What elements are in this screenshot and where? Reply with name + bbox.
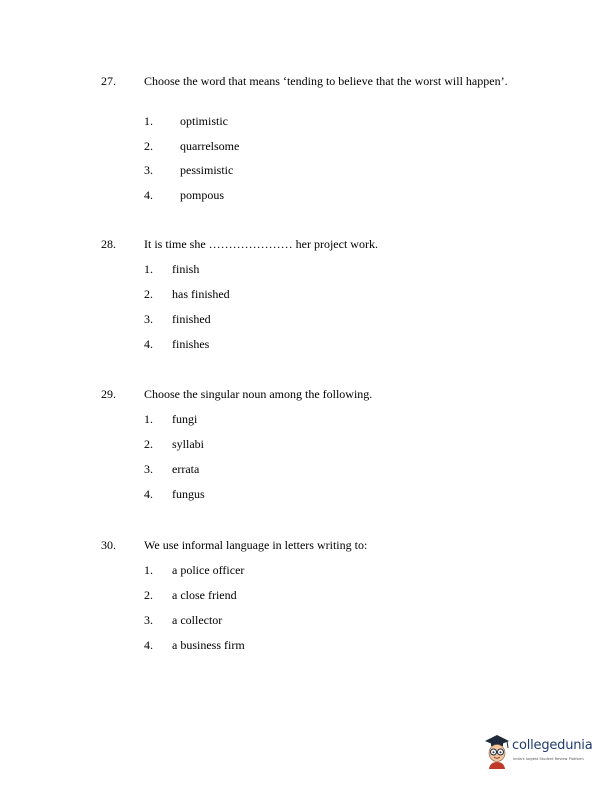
option-text: quarrelsome xyxy=(180,139,240,153)
option-number: 2. xyxy=(144,437,153,451)
option-text: a collector xyxy=(172,613,223,627)
option-number: 1. xyxy=(144,563,153,577)
option-number: 3. xyxy=(144,312,153,326)
question-number: 27. xyxy=(101,74,116,88)
logo-wordmark: collegedunia xyxy=(512,738,593,753)
option-text: optimistic xyxy=(180,114,228,128)
question-number: 29. xyxy=(101,387,116,401)
option-number: 1. xyxy=(144,262,153,276)
option-text: a police officer xyxy=(172,563,245,577)
option-number: 1. xyxy=(144,412,153,426)
option-number: 2. xyxy=(144,287,153,301)
collegedunia-logo xyxy=(482,732,600,774)
option-text: finish xyxy=(172,262,200,276)
option-text: fungi xyxy=(172,412,198,426)
option-number: 2. xyxy=(144,139,153,153)
option-number: 1. xyxy=(144,114,153,128)
student-mascot-icon xyxy=(482,732,512,770)
option-number: 3. xyxy=(144,462,153,476)
option-text: pessimistic xyxy=(180,163,234,177)
option-text: finishes xyxy=(172,337,210,351)
option-text: errata xyxy=(172,462,200,476)
option-number: 4. xyxy=(144,487,153,501)
option-text: has finished xyxy=(172,287,230,301)
option-text: a business firm xyxy=(172,638,245,652)
question-text: It is time she ………………… her project work. xyxy=(144,237,378,251)
option-number: 2. xyxy=(144,588,153,602)
option-text: fungus xyxy=(172,487,205,501)
question-text: Choose the word that means ‘tending to believe that the worst will happen’. xyxy=(144,74,508,88)
option-number: 3. xyxy=(144,163,153,177)
option-number: 4. xyxy=(144,337,153,351)
question-text: Choose the singular noun among the following. xyxy=(144,387,373,401)
option-text: a close friend xyxy=(172,588,237,602)
question-number: 30. xyxy=(101,538,116,552)
option-text: syllabi xyxy=(172,437,204,451)
option-text: pompous xyxy=(180,188,225,202)
question-text: We use informal language in letters writing to: xyxy=(144,538,368,552)
option-text: finished xyxy=(172,312,211,326)
option-number: 4. xyxy=(144,188,153,202)
question-number: 28. xyxy=(101,237,116,251)
option-number: 4. xyxy=(144,638,153,652)
option-number: 3. xyxy=(144,613,153,627)
logo-tagline: India's largest Student Review Platform xyxy=(513,757,584,761)
